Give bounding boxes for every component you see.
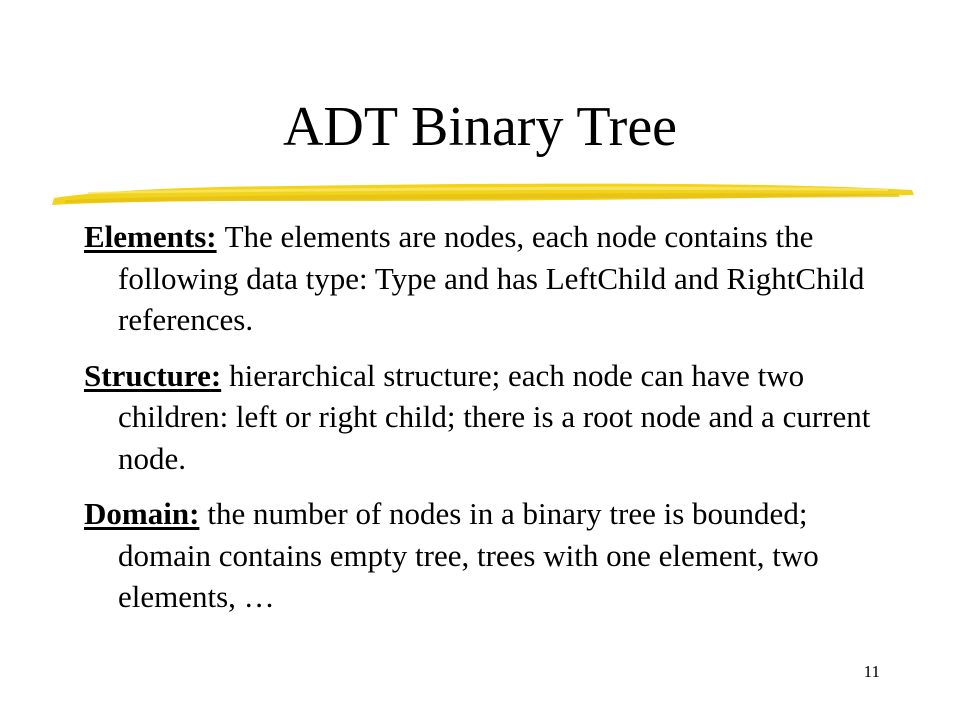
slide-title: ADT Binary Tree bbox=[282, 96, 678, 158]
definition-text: The elements are nodes, each node contains the following data type: Type and has LeftChild and RightChild references. bbox=[118, 219, 865, 337]
definition-domain bbox=[84, 493, 874, 618]
definition-term: Structure: bbox=[84, 357, 222, 393]
definition-structure bbox=[84, 355, 874, 480]
definitions-list bbox=[84, 216, 874, 632]
definition-term: Domain: bbox=[84, 496, 200, 531]
definition-elements bbox=[84, 216, 874, 341]
page-number: 11 bbox=[863, 662, 880, 681]
title-brush-underline bbox=[48, 176, 916, 210]
definition-term: Elements: bbox=[84, 219, 217, 254]
definition-text: hierarchical structure; each node can have two children: left or right child; there is a root node and a current node. bbox=[118, 357, 871, 476]
definition-text: the number of nodes in a binary tree is bounded; domain contains empty tree, trees with one element, two elements, … bbox=[118, 496, 819, 614]
